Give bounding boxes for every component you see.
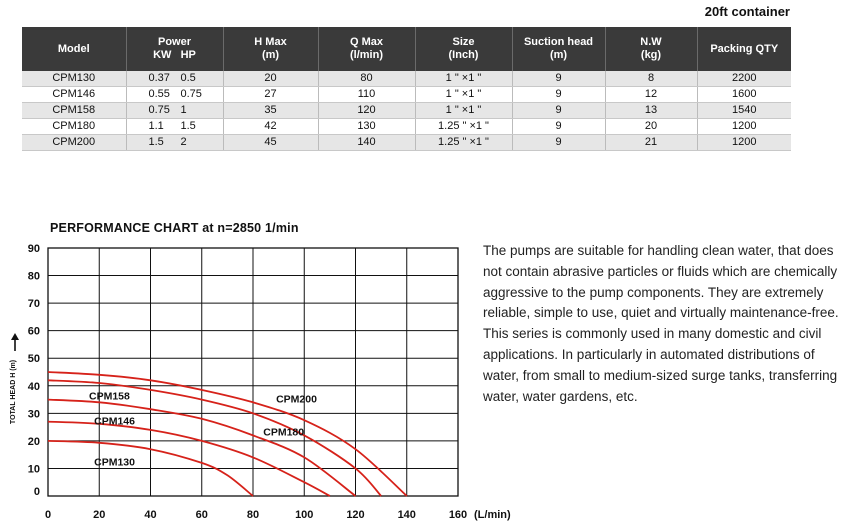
y-tick-label: 20 xyxy=(27,435,40,448)
cell-power xyxy=(126,71,223,87)
cell-qmax: 110 xyxy=(318,87,415,103)
cell-power-kw: 0.75 xyxy=(148,104,170,116)
x-tick-label: 0 xyxy=(44,509,52,521)
y-tick-label: 80 xyxy=(27,270,40,283)
header-model: Model xyxy=(22,27,126,71)
curve-label: CPM158 xyxy=(89,390,130,403)
cell-power-hp: 1 xyxy=(180,104,187,116)
cell-model: CPM200 xyxy=(22,135,126,151)
cell-model: CPM158 xyxy=(22,103,126,119)
cell-model: CPM146 xyxy=(22,87,126,103)
header-hmax: H Max (m) xyxy=(223,27,318,71)
header-power-kw: KW xyxy=(153,49,172,61)
cell-power xyxy=(126,119,223,135)
x-tick-label: 120 xyxy=(346,509,365,521)
cell-size: 1 " ×1 " xyxy=(415,103,512,119)
cell-power xyxy=(126,135,223,151)
y-axis-arrow-icon xyxy=(11,333,19,340)
cell-model: CPM130 xyxy=(22,71,126,87)
cell-suction: 9 xyxy=(512,71,605,87)
cell-power-kw: 0.37 xyxy=(148,72,170,84)
cell-size: 1 " ×1 " xyxy=(415,87,512,103)
cell-hmax: 20 xyxy=(223,71,318,87)
performance-chart xyxy=(0,238,511,529)
cell-hmax: 27 xyxy=(223,87,318,103)
cell-suction: 9 xyxy=(512,135,605,151)
cell-hmax: 42 xyxy=(223,119,318,135)
cell-packing: 1540 xyxy=(697,103,791,119)
x-tick-label: 40 xyxy=(144,509,157,521)
y-tick-label: 0 xyxy=(33,486,40,498)
curve-label: CPM130 xyxy=(94,456,135,469)
curve-label: CPM180 xyxy=(263,426,305,439)
x-tick-label: 20 xyxy=(93,509,106,521)
cell-size: 1.25 " ×1 " xyxy=(415,119,512,135)
cell-qmax: 140 xyxy=(318,135,415,151)
cell-packing: 1600 xyxy=(697,87,791,103)
header-size: Size (Inch) xyxy=(415,27,512,71)
spec-table-header xyxy=(22,27,791,71)
cell-qmax: 120 xyxy=(318,103,415,119)
description-text: The pumps are suitable for handling clean water, that does not contain abrasive particles or fluids which are chemically aggressive to the pump components. They are extremely reliable, simple to use, quiet and virtually maintenance-free. This series is commonly used in many domestic and civil applications. In particularly in automated distributions of water, from small to medium-sized surge tanks, transferring water, water gardens, etc. xyxy=(483,243,839,404)
cell-hmax: 35 xyxy=(223,103,318,119)
cell-qmax: 130 xyxy=(318,119,415,135)
header-packing: Packing QTY xyxy=(697,27,791,71)
y-tick-label: 40 xyxy=(27,380,40,393)
header-qmax: Q Max (l/min) xyxy=(318,27,415,71)
chart-title: PERFORMANCE CHART at n=2850 1/min xyxy=(50,221,299,235)
x-axis-label: (L/min) xyxy=(474,509,511,521)
cell-packing: 1200 xyxy=(697,119,791,135)
cell-suction: 9 xyxy=(512,87,605,103)
y-tick-label: 60 xyxy=(27,325,40,338)
table-row xyxy=(22,87,791,103)
x-tick-label: 60 xyxy=(195,509,208,521)
cell-nw: 13 xyxy=(605,103,697,119)
y-tick-label: 90 xyxy=(27,243,40,255)
cell-model: CPM180 xyxy=(22,119,126,135)
cell-power-hp: 1.5 xyxy=(180,120,196,132)
cell-packing: 1200 xyxy=(697,135,791,151)
curve-label: CPM200 xyxy=(276,393,317,406)
y-tick-label: 30 xyxy=(27,408,40,421)
cell-power-hp: 2 xyxy=(180,136,187,148)
y-tick-label: 70 xyxy=(27,298,40,311)
cell-power xyxy=(126,103,223,119)
y-tick-label: 50 xyxy=(27,353,40,366)
x-tick-label: 100 xyxy=(295,509,314,521)
cell-size: 1 " ×1 " xyxy=(415,71,512,87)
cell-power-kw: 1.5 xyxy=(148,136,164,148)
header-power: Power KW HP xyxy=(126,27,223,71)
cell-power-kw: 1.1 xyxy=(148,120,164,132)
table-row xyxy=(22,71,791,87)
curve-label: CPM146 xyxy=(94,415,135,428)
spec-table xyxy=(22,27,791,151)
table-row xyxy=(22,135,791,151)
cell-size: 1.25 " ×1 " xyxy=(415,135,512,151)
header-power-hp: HP xyxy=(180,49,196,61)
cell-power-hp: 0.75 xyxy=(180,88,202,100)
cell-packing: 2200 xyxy=(697,71,791,87)
y-tick-label: 10 xyxy=(27,463,40,476)
cell-nw: 21 xyxy=(605,135,697,151)
cell-nw: 12 xyxy=(605,87,697,103)
container-label: 20ft container xyxy=(704,4,790,19)
cell-power-kw: 0.55 xyxy=(148,88,170,100)
x-tick-label: 80 xyxy=(246,509,260,521)
y-axis-label: TOTAL HEAD H (m) xyxy=(10,359,17,425)
cell-nw: 8 xyxy=(605,71,697,87)
table-row xyxy=(22,119,791,135)
table-row xyxy=(22,103,791,119)
cell-power xyxy=(126,87,223,103)
spec-table-body xyxy=(22,71,791,151)
cell-power-hp: 0.5 xyxy=(180,72,196,84)
cell-qmax: 80 xyxy=(318,71,415,87)
cell-nw: 20 xyxy=(605,119,697,135)
cell-suction: 9 xyxy=(512,119,605,135)
header-nw: N.W (kg) xyxy=(605,27,697,71)
x-tick-label: 140 xyxy=(397,509,416,521)
cell-hmax: 45 xyxy=(223,135,318,151)
cell-suction: 9 xyxy=(512,103,605,119)
x-tick-label: 160 xyxy=(448,509,468,521)
header-suction: Suction head (m) xyxy=(512,27,605,71)
